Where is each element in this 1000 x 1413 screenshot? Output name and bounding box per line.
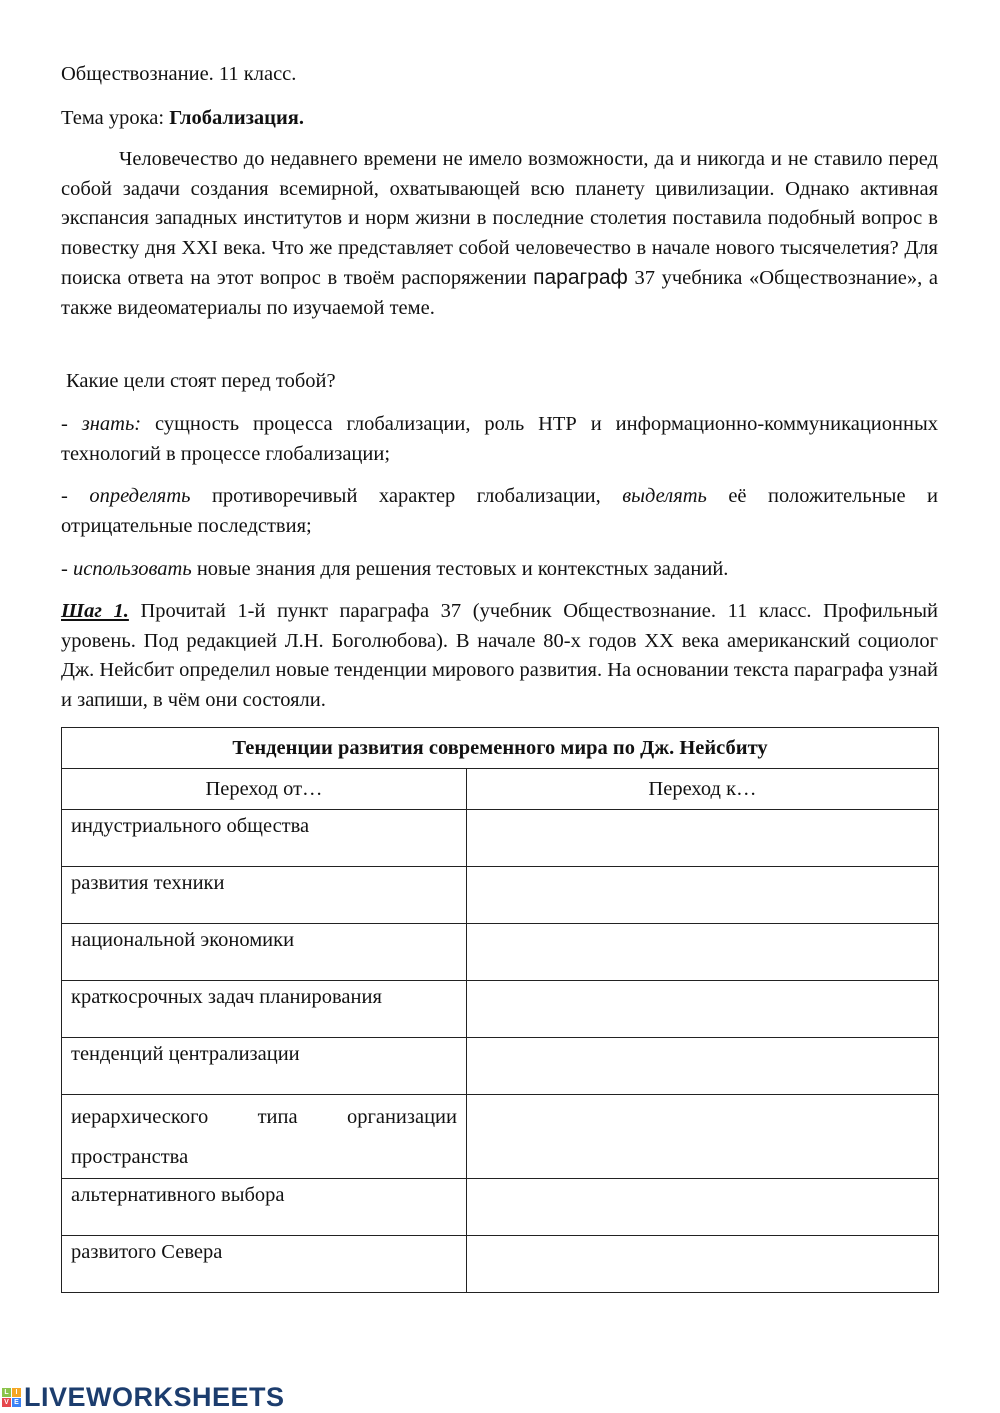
- answer-cell[interactable]: [467, 1095, 939, 1179]
- column-header-from: Переход от…: [62, 769, 467, 810]
- goal-know: [61, 410, 938, 469]
- goal-use: [61, 555, 938, 585]
- dash: -: [61, 485, 90, 507]
- intro-highlight: параграф: [533, 266, 628, 289]
- table-row: [62, 1179, 939, 1236]
- goal-text: сущность процесса глобализации, роль НТР и информационно-коммуникационных технологий в процессе глобализации;: [61, 413, 938, 465]
- logo-text: LIVEWORKSHEETS: [24, 1382, 285, 1412]
- answer-cell[interactable]: [467, 810, 939, 867]
- step-text: Прочитай 1-й пункт параграфа 37 (учебник Обществознание. 11 класс. Профильный уровень. Под редакцией Л.Н. Боголюбова). В начале 80-х годов XX века американский социолог Дж. Нейсбит определил новые тенденции мирового развития. На основании текста параграфа узнай и запиши, в чём они состояли.: [61, 600, 939, 711]
- lesson-topic: [61, 104, 938, 134]
- goal-define: [61, 482, 938, 541]
- step-label: Шаг 1.: [61, 600, 129, 622]
- from-cell: тенденций централизации: [62, 1038, 467, 1095]
- goals-question: Какие цели стоят перед тобой?: [66, 370, 336, 392]
- table-row: [62, 981, 939, 1038]
- from-cell: развития техники: [62, 867, 467, 924]
- answer-cell[interactable]: [467, 981, 939, 1038]
- live-badge-icon: [2, 1388, 21, 1407]
- table-row: [62, 1038, 939, 1095]
- goal-verb: определять: [89, 485, 191, 507]
- intro-text: Человечество до недавнего времени не имело возможности, да и никогда и не ставило перед собой задачи создания всемирной, охватывающей всю планету цивилизации. Однако активная экспансия западных институтов и норм жизни в последние столетия поставила подобный вопрос в повестку дня XXI века. Что же представляет собой человечество в начале нового тысячелетия? Для поиска ответа на этот вопрос в твоём распоряжении: [61, 148, 938, 289]
- table-row: [62, 867, 939, 924]
- goal-text: новые знания для решения тестовых и контекстных заданий.: [191, 558, 729, 580]
- subject-line: Обществознание. 11 класс.: [61, 63, 297, 85]
- from-cell: национальной экономики: [62, 924, 467, 981]
- intro-paragraph: [61, 145, 938, 323]
- answer-cell[interactable]: [467, 1236, 939, 1293]
- intro-text-end: 37 учебника «Обществознание», а также видеоматериалы по изучаемой теме.: [61, 267, 939, 319]
- from-cell: иерархического типа организации пространства: [62, 1095, 467, 1179]
- from-cell: развитого Севера: [62, 1236, 467, 1293]
- table-row: [62, 1236, 939, 1293]
- badge-letter: L: [2, 1388, 11, 1397]
- dash: -: [61, 413, 82, 435]
- badge-letter: I: [12, 1388, 21, 1397]
- table-row: [62, 810, 939, 867]
- answer-cell[interactable]: [467, 867, 939, 924]
- table-row: [62, 1095, 939, 1179]
- goal-text: противоречивый характер глобализации,: [190, 485, 623, 507]
- step-1-paragraph: [61, 597, 938, 715]
- from-cell: индустриального общества: [62, 810, 467, 867]
- column-header-to: Переход к…: [467, 769, 939, 810]
- from-cell: альтернативного выбора: [62, 1179, 467, 1236]
- goal-verb: знать:: [81, 413, 142, 435]
- table-title: Тенденции развития современного мира по Дж. Нейсбиту: [62, 728, 939, 769]
- goal-text-2: её положительные и отрицательные последствия;: [61, 485, 938, 537]
- from-cell: краткосрочных задач планирования: [62, 981, 467, 1038]
- goal-verb-2: выделять: [622, 485, 707, 507]
- liveworksheets-logo: [2, 1382, 285, 1413]
- topic-label: Тема урока:: [61, 107, 170, 129]
- goal-verb: использовать: [72, 558, 192, 580]
- answer-cell[interactable]: [467, 924, 939, 981]
- table-row: [62, 924, 939, 981]
- badge-letter: V: [2, 1398, 11, 1407]
- badge-letter: E: [12, 1398, 21, 1407]
- dash: -: [61, 558, 73, 580]
- topic-title: Глобализация.: [169, 107, 305, 129]
- answer-cell[interactable]: [467, 1038, 939, 1095]
- answer-cell[interactable]: [467, 1179, 939, 1236]
- trends-table: [61, 727, 939, 1293]
